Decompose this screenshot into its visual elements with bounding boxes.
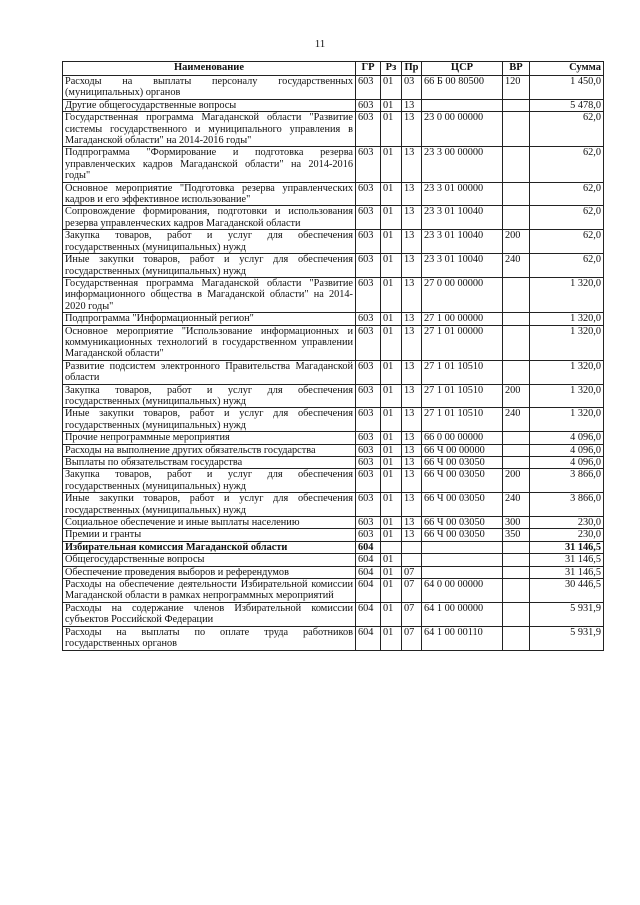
table-row (63, 254, 604, 278)
cell-vr: 200 (503, 469, 530, 493)
header-csr: ЦСР (422, 62, 503, 76)
cell-sum: 31 146,5 (530, 541, 604, 553)
table-header-row (63, 62, 604, 76)
table-row (63, 277, 604, 312)
cell-rz: 01 (381, 206, 402, 230)
cell-pr: 13 (402, 517, 422, 529)
table-row (63, 230, 604, 254)
cell-csr: 23 0 00 00000 (422, 112, 503, 147)
cell-gr: 604 (356, 602, 381, 626)
cell-sum: 30 446,5 (530, 579, 604, 603)
cell-rz: 01 (381, 76, 402, 100)
cell-name: Социальное обеспечение и иные выплаты населению (63, 517, 356, 529)
cell-pr: 13 (402, 313, 422, 325)
cell-pr: 13 (402, 529, 422, 541)
cell-pr: 13 (402, 444, 422, 456)
table-row (63, 541, 604, 553)
cell-sum: 1 450,0 (530, 76, 604, 100)
cell-sum: 62,0 (530, 230, 604, 254)
cell-name: Обеспечение проведения выборов и референдумов (63, 566, 356, 578)
cell-rz: 01 (381, 493, 402, 517)
cell-vr (503, 432, 530, 444)
cell-gr: 604 (356, 541, 381, 553)
cell-name: Закупка товаров, работ и услуг для обеспечения государственных (муниципальных) нужд (63, 230, 356, 254)
table-row (63, 325, 604, 360)
cell-rz: 01 (381, 554, 402, 566)
cell-rz: 01 (381, 626, 402, 650)
table-row (63, 147, 604, 182)
cell-sum: 1 320,0 (530, 408, 604, 432)
table-row (63, 432, 604, 444)
cell-csr (422, 99, 503, 111)
cell-gr: 603 (356, 432, 381, 444)
cell-gr: 603 (356, 457, 381, 469)
table-row (63, 99, 604, 111)
cell-gr: 604 (356, 579, 381, 603)
cell-sum: 1 320,0 (530, 313, 604, 325)
cell-vr (503, 626, 530, 650)
cell-csr: 66 Ч 00 00000 (422, 444, 503, 456)
cell-sum: 31 146,5 (530, 554, 604, 566)
cell-name: Общегосударственные вопросы (63, 554, 356, 566)
cell-sum: 4 096,0 (530, 457, 604, 469)
cell-sum: 4 096,0 (530, 432, 604, 444)
cell-gr: 603 (356, 230, 381, 254)
cell-vr (503, 554, 530, 566)
table-row (63, 360, 604, 384)
cell-csr: 23 3 01 10040 (422, 206, 503, 230)
cell-pr: 13 (402, 277, 422, 312)
cell-rz: 01 (381, 457, 402, 469)
cell-name: Подпрограмма "Информационный регион" (63, 313, 356, 325)
cell-sum: 62,0 (530, 182, 604, 206)
cell-sum: 5 931,9 (530, 626, 604, 650)
cell-rz: 01 (381, 432, 402, 444)
cell-pr: 13 (402, 432, 422, 444)
cell-gr: 603 (356, 182, 381, 206)
cell-pr: 03 (402, 76, 422, 100)
cell-csr: 27 0 00 00000 (422, 277, 503, 312)
cell-gr: 603 (356, 147, 381, 182)
cell-vr: 350 (503, 529, 530, 541)
cell-gr: 604 (356, 626, 381, 650)
cell-name: Расходы на выполнение других обязательств государства (63, 444, 356, 456)
cell-name: Иные закупки товаров, работ и услуг для обеспечения государственных (муниципальных) нужд (63, 254, 356, 278)
cell-vr (503, 602, 530, 626)
cell-vr (503, 147, 530, 182)
cell-vr (503, 360, 530, 384)
cell-sum: 3 866,0 (530, 469, 604, 493)
cell-vr: 240 (503, 254, 530, 278)
cell-pr: 13 (402, 206, 422, 230)
cell-sum: 1 320,0 (530, 384, 604, 408)
table-row (63, 408, 604, 432)
cell-pr: 13 (402, 99, 422, 111)
cell-csr: 64 1 00 00110 (422, 626, 503, 650)
cell-name: Государственная программа Магаданской области "Развитие системы государственного и муниципального управления в Магаданской области" на 2014-2016 годы" (63, 112, 356, 147)
table-row (63, 602, 604, 626)
cell-csr: 23 3 00 00000 (422, 147, 503, 182)
cell-rz: 01 (381, 444, 402, 456)
cell-csr: 66 Ч 00 03050 (422, 517, 503, 529)
cell-name: Расходы на выплаты по оплате труда работников государственных органов (63, 626, 356, 650)
page-number: 11 (314, 38, 326, 50)
cell-vr (503, 206, 530, 230)
cell-name: Премии и гранты (63, 529, 356, 541)
cell-csr: 27 1 01 10510 (422, 408, 503, 432)
table-row (63, 626, 604, 650)
cell-sum: 62,0 (530, 206, 604, 230)
cell-gr: 603 (356, 384, 381, 408)
cell-sum: 230,0 (530, 529, 604, 541)
table-row (63, 384, 604, 408)
cell-gr: 603 (356, 517, 381, 529)
cell-rz: 01 (381, 566, 402, 578)
cell-vr: 200 (503, 230, 530, 254)
cell-sum: 62,0 (530, 254, 604, 278)
cell-pr: 07 (402, 566, 422, 578)
cell-name: Закупка товаров, работ и услуг для обеспечения государственных (муниципальных) нужд (63, 384, 356, 408)
cell-vr (503, 541, 530, 553)
budget-table (62, 61, 604, 651)
cell-csr: 23 3 01 10040 (422, 230, 503, 254)
table-row (63, 444, 604, 456)
cell-sum: 3 866,0 (530, 493, 604, 517)
cell-sum: 31 146,5 (530, 566, 604, 578)
cell-vr (503, 313, 530, 325)
cell-gr: 603 (356, 277, 381, 312)
cell-pr: 13 (402, 230, 422, 254)
table-row (63, 529, 604, 541)
table-row (63, 206, 604, 230)
cell-sum: 62,0 (530, 147, 604, 182)
cell-rz: 01 (381, 579, 402, 603)
cell-vr: 240 (503, 408, 530, 432)
cell-csr: 23 3 01 00000 (422, 182, 503, 206)
cell-name: Основное мероприятие "Использование информационных и коммуникационных технологий в государственном управлении Магаданской области" (63, 325, 356, 360)
cell-sum: 230,0 (530, 517, 604, 529)
cell-rz: 01 (381, 99, 402, 111)
cell-pr: 13 (402, 384, 422, 408)
cell-vr (503, 277, 530, 312)
cell-rz: 01 (381, 602, 402, 626)
cell-csr: 27 1 01 00000 (422, 325, 503, 360)
cell-gr: 603 (356, 493, 381, 517)
table-row (63, 112, 604, 147)
header-pr: Пр (402, 62, 422, 76)
table-row (63, 493, 604, 517)
cell-pr (402, 554, 422, 566)
cell-csr (422, 566, 503, 578)
cell-rz: 01 (381, 529, 402, 541)
table-row (63, 517, 604, 529)
header-sum: Сумма (530, 62, 604, 76)
cell-name: Государственная программа Магаданской области "Развитие информационного общества в Магаданской области" на 2014-2020 годы" (63, 277, 356, 312)
cell-name: Прочие непрограммные мероприятия (63, 432, 356, 444)
cell-gr: 603 (356, 254, 381, 278)
cell-pr: 13 (402, 254, 422, 278)
cell-vr (503, 99, 530, 111)
cell-rz: 01 (381, 230, 402, 254)
cell-csr: 66 Б 00 80500 (422, 76, 503, 100)
cell-csr: 64 1 00 00000 (422, 602, 503, 626)
cell-gr: 604 (356, 566, 381, 578)
cell-name: Закупка товаров, работ и услуг для обеспечения государственных (муниципальных) нужд (63, 469, 356, 493)
table-body (63, 76, 604, 651)
cell-csr: 27 1 01 10510 (422, 360, 503, 384)
cell-pr: 07 (402, 602, 422, 626)
cell-csr (422, 541, 503, 553)
cell-pr: 07 (402, 626, 422, 650)
cell-sum: 5 478,0 (530, 99, 604, 111)
cell-rz: 01 (381, 147, 402, 182)
cell-sum: 4 096,0 (530, 444, 604, 456)
cell-pr: 13 (402, 493, 422, 517)
cell-pr: 13 (402, 469, 422, 493)
cell-csr: 66 Ч 00 03050 (422, 457, 503, 469)
cell-name: Расходы на содержание членов Избирательной комиссии субъектов Российской Федерации (63, 602, 356, 626)
cell-gr: 603 (356, 313, 381, 325)
table-row (63, 566, 604, 578)
cell-pr: 13 (402, 325, 422, 360)
cell-name: Избирательная комиссия Магаданской области (63, 541, 356, 553)
cell-rz: 01 (381, 313, 402, 325)
cell-csr: 23 3 01 10040 (422, 254, 503, 278)
cell-gr: 603 (356, 76, 381, 100)
cell-vr: 300 (503, 517, 530, 529)
cell-rz: 01 (381, 517, 402, 529)
header-name: Наименование (63, 62, 356, 76)
cell-csr: 27 1 01 10510 (422, 384, 503, 408)
cell-vr: 240 (503, 493, 530, 517)
cell-gr: 603 (356, 529, 381, 541)
cell-csr (422, 554, 503, 566)
cell-name: Сопровождение формирования, подготовки и использования резерва управленческих кадров Магаданской области (63, 206, 356, 230)
cell-name: Основное мероприятие "Подготовка резерва управленческих кадров и его эффективное использование" (63, 182, 356, 206)
cell-gr: 603 (356, 206, 381, 230)
cell-csr: 66 Ч 00 03050 (422, 529, 503, 541)
cell-rz: 01 (381, 254, 402, 278)
cell-pr: 13 (402, 360, 422, 384)
cell-gr: 603 (356, 112, 381, 147)
cell-sum: 1 320,0 (530, 325, 604, 360)
cell-vr (503, 325, 530, 360)
table-row (63, 579, 604, 603)
cell-gr: 604 (356, 554, 381, 566)
cell-rz (381, 541, 402, 553)
cell-csr: 66 0 00 00000 (422, 432, 503, 444)
cell-name: Расходы на выплаты персоналу государственных (муниципальных) органов (63, 76, 356, 100)
table-row (63, 469, 604, 493)
cell-rz: 01 (381, 325, 402, 360)
cell-name: Расходы на обеспечение деятельности Избирательной комиссии Магаданской области в рамках непрограммных мероприятий (63, 579, 356, 603)
cell-vr (503, 579, 530, 603)
cell-rz: 01 (381, 112, 402, 147)
cell-pr: 13 (402, 182, 422, 206)
cell-name: Выплаты по обязательствам государства (63, 457, 356, 469)
cell-vr (503, 566, 530, 578)
cell-csr: 66 Ч 00 03050 (422, 469, 503, 493)
cell-rz: 01 (381, 384, 402, 408)
cell-name: Иные закупки товаров, работ и услуг для обеспечения государственных (муниципальных) нужд (63, 408, 356, 432)
table-row (63, 313, 604, 325)
table-row (63, 554, 604, 566)
cell-sum: 1 320,0 (530, 277, 604, 312)
cell-gr: 603 (356, 469, 381, 493)
cell-vr: 200 (503, 384, 530, 408)
cell-gr: 603 (356, 99, 381, 111)
cell-rz: 01 (381, 182, 402, 206)
cell-gr: 603 (356, 325, 381, 360)
cell-vr (503, 444, 530, 456)
cell-name: Иные закупки товаров, работ и услуг для обеспечения государственных (муниципальных) нужд (63, 493, 356, 517)
cell-gr: 603 (356, 360, 381, 384)
cell-gr: 603 (356, 408, 381, 432)
cell-pr: 13 (402, 457, 422, 469)
cell-vr (503, 182, 530, 206)
cell-name: Развитие подсистем электронного Правительства Магаданской области (63, 360, 356, 384)
cell-rz: 01 (381, 408, 402, 432)
cell-sum: 1 320,0 (530, 360, 604, 384)
cell-pr (402, 541, 422, 553)
cell-rz: 01 (381, 277, 402, 312)
cell-csr: 27 1 00 00000 (422, 313, 503, 325)
cell-sum: 5 931,9 (530, 602, 604, 626)
cell-sum: 62,0 (530, 112, 604, 147)
table-row (63, 457, 604, 469)
cell-gr: 603 (356, 444, 381, 456)
header-vr: ВР (503, 62, 530, 76)
cell-rz: 01 (381, 469, 402, 493)
cell-pr: 07 (402, 579, 422, 603)
cell-rz: 01 (381, 360, 402, 384)
cell-vr (503, 457, 530, 469)
cell-name: Другие общегосударственные вопросы (63, 99, 356, 111)
header-gr: ГР (356, 62, 381, 76)
table-row (63, 182, 604, 206)
table-row (63, 76, 604, 100)
cell-pr: 13 (402, 112, 422, 147)
cell-pr: 13 (402, 147, 422, 182)
cell-csr: 64 0 00 00000 (422, 579, 503, 603)
header-rz: Рз (381, 62, 402, 76)
cell-name: Подпрограмма "Формирование и подготовка резерва управленческих кадров Магаданской области" на 2014-2016 годы" (63, 147, 356, 182)
cell-vr: 120 (503, 76, 530, 100)
cell-pr: 13 (402, 408, 422, 432)
cell-vr (503, 112, 530, 147)
cell-csr: 66 Ч 00 03050 (422, 493, 503, 517)
